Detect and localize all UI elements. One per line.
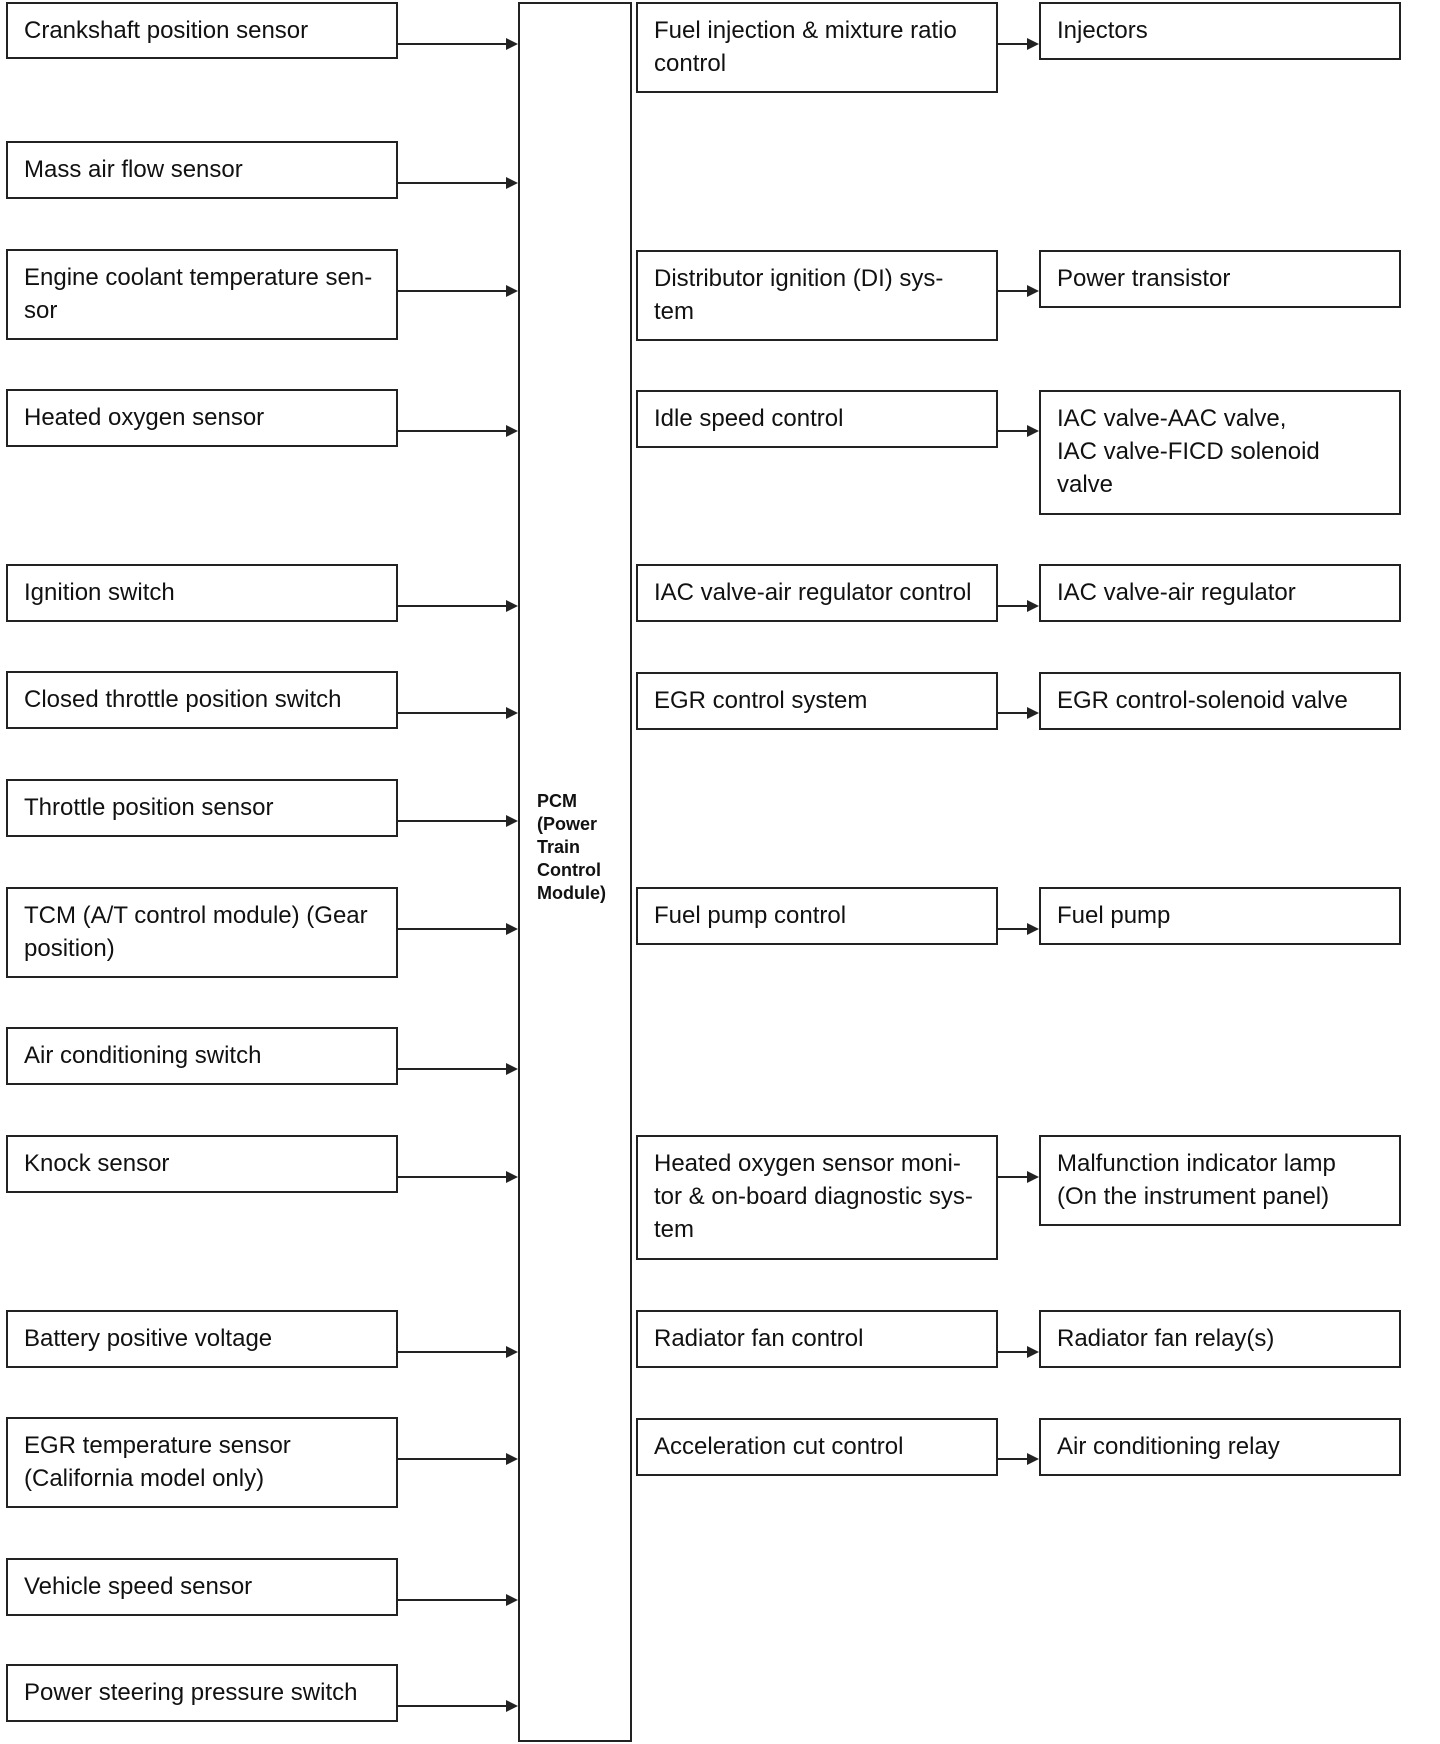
- pcm-label: PCM (Power Train Control Module): [537, 791, 606, 903]
- input-ignition-switch: [6, 564, 398, 622]
- input-heated-oxygen-sensor: [6, 389, 398, 447]
- control-label: Radiator fan control: [654, 1325, 864, 1352]
- actuator-label: EGR control-solenoid valve: [1057, 687, 1348, 714]
- control-label: Acceleration cut control: [654, 1433, 904, 1460]
- control-iac-air-regulator: [636, 564, 998, 622]
- input-label: Ignition switch: [24, 579, 175, 606]
- input-label: Engine coolant temperature sen- sor: [24, 264, 373, 324]
- control-label: IAC valve-air regulator control: [654, 579, 972, 606]
- input-vehicle-speed-sensor: [6, 1558, 398, 1616]
- actuator-label: Injectors: [1057, 17, 1148, 44]
- actuator-malfunction-indicator-lamp: [1039, 1135, 1401, 1226]
- control-label: Distributor ignition (DI) sys- tem: [654, 265, 944, 325]
- input-label: Heated oxygen sensor: [24, 404, 265, 431]
- control-fuel-pump: [636, 887, 998, 945]
- actuator-label: IAC valve-air regulator: [1057, 579, 1296, 606]
- input-label: Crankshaft position sensor: [24, 17, 309, 44]
- actuator-label: Power transistor: [1057, 265, 1231, 292]
- input-label: Knock sensor: [24, 1150, 170, 1177]
- input-tcm-gear-position: [6, 887, 398, 978]
- control-oxygen-sensor-monitor-obd: [636, 1135, 998, 1260]
- input-label: Throttle position sensor: [24, 794, 274, 821]
- input-arrows: [398, 38, 518, 1712]
- actuator-label: IAC valve-AAC valve, IAC valve-FICD solenoid valve: [1057, 405, 1320, 498]
- pcm-block: [518, 2, 632, 1742]
- input-label: Mass air flow sensor: [24, 156, 243, 183]
- actuator-injectors: [1039, 2, 1401, 60]
- input-throttle-position-sensor: [6, 779, 398, 837]
- control-label: Heated oxygen sensor moni- tor & on-board diagnostic sys- tem: [654, 1150, 973, 1243]
- input-mass-air-flow-sensor: [6, 141, 398, 199]
- input-battery-positive-voltage: [6, 1310, 398, 1368]
- control-egr-system: [636, 672, 998, 730]
- input-label: Battery positive voltage: [24, 1325, 273, 1352]
- output-arrows: [998, 38, 1039, 1465]
- input-closed-throttle-position-switch: [6, 671, 398, 729]
- input-label: TCM (A/T control module) (Gear position): [24, 902, 368, 962]
- control-distributor-ignition: [636, 250, 998, 341]
- actuator-label: Malfunction indicator lamp (On the instrument panel): [1057, 1150, 1336, 1210]
- control-label: Fuel pump control: [654, 902, 847, 929]
- input-crankshaft-position-sensor: [6, 2, 398, 59]
- control-fuel-injection: [636, 2, 998, 93]
- control-acceleration-cut: [636, 1418, 998, 1476]
- actuator-egr-solenoid-valve: [1039, 672, 1401, 730]
- actuator-label: Air conditioning relay: [1057, 1433, 1280, 1460]
- control-idle-speed: [636, 390, 998, 448]
- actuator-iac-aac-ficd-valve: [1039, 390, 1401, 515]
- input-label: Power steering pressure switch: [24, 1679, 358, 1706]
- input-label: Closed throttle position switch: [24, 686, 342, 713]
- control-label: EGR control system: [654, 687, 868, 714]
- control-label: Fuel injection & mixture ratio control: [654, 17, 957, 77]
- actuator-label: Fuel pump: [1057, 902, 1171, 929]
- input-engine-coolant-temperature-sensor: [6, 249, 398, 340]
- input-egr-temperature-sensor: [6, 1417, 398, 1508]
- actuator-power-transistor: [1039, 250, 1401, 308]
- actuator-radiator-fan-relay: [1039, 1310, 1401, 1368]
- input-label: Vehicle speed sensor: [24, 1573, 253, 1600]
- control-radiator-fan: [636, 1310, 998, 1368]
- input-label: EGR temperature sensor (California model only): [24, 1432, 291, 1492]
- input-power-steering-pressure-switch: [6, 1664, 398, 1722]
- input-knock-sensor: [6, 1135, 398, 1193]
- actuator-iac-air-regulator: [1039, 564, 1401, 622]
- actuator-fuel-pump: [1039, 887, 1401, 945]
- actuator-air-conditioning-relay: [1039, 1418, 1401, 1476]
- input-label: Air conditioning switch: [24, 1042, 262, 1069]
- control-label: Idle speed control: [654, 405, 844, 432]
- input-air-conditioning-switch: [6, 1027, 398, 1085]
- actuator-label: Radiator fan relay(s): [1057, 1325, 1275, 1352]
